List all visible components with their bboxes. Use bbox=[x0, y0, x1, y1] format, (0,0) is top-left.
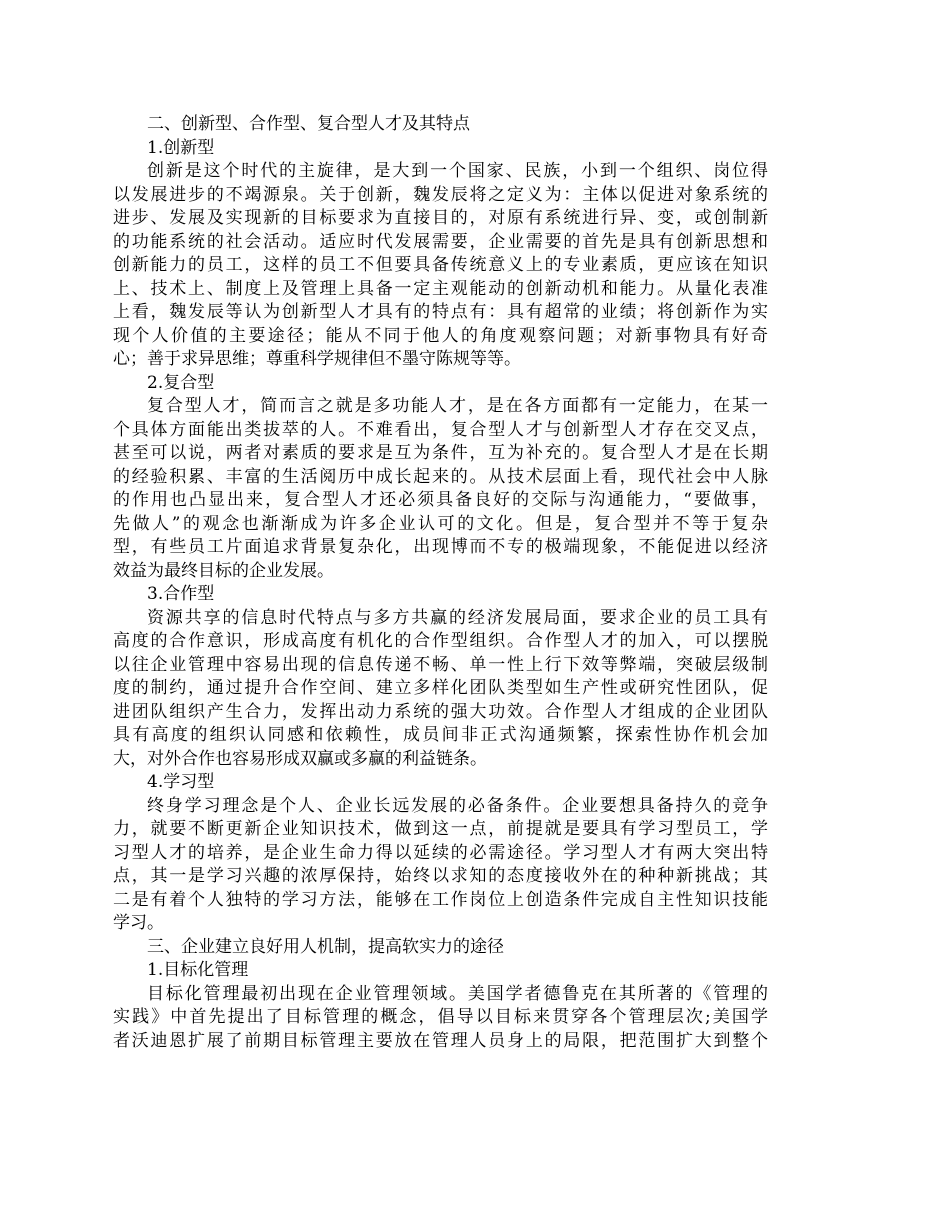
document-body bbox=[113, 113, 768, 1053]
text-line: 度的制约，通过提升合作空间、建立多样化团队类型如生产性或研究性团队，促 bbox=[113, 678, 768, 698]
text-line: 创新是这个时代的主旋律，是大到一个国家、民族，小到一个组织、岗位得 bbox=[147, 161, 768, 181]
text-line: 先做人”的观念也渐渐成为许多企业认可的文化。但是，复合型并不等于复杂 bbox=[113, 513, 768, 534]
text-line: 点，其一是学习兴趣的浓厚保持，始终以求知的态度接收外在的种种新挑战；其 bbox=[113, 866, 768, 886]
text-line: 的作用也凸显出来，复合型人才还必须具备良好的交际与沟通能力，“要做事， bbox=[113, 490, 768, 510]
text-line: 习型人才的培养，是企业生命力得以延续的必需途径。学习型人才有两大突出特 bbox=[113, 842, 768, 863]
text-line: 效益为最终目标的企业发展。 bbox=[113, 560, 334, 581]
text-line: 高度的合作意识，形成高度有机化的合作型组织。合作型人才的加入，可以摆脱 bbox=[113, 631, 768, 651]
section-heading: 三、企业建立良好用人机制，提高软实力的途径 bbox=[147, 936, 504, 957]
text-line: 具有高度的组织认同感和依赖性，成员间非正式沟通频繁，探索性协作机会加 bbox=[113, 725, 768, 745]
text-line: 进步、发展及实现新的目标要求为直接目的，对原有系统进行异、变，或创制新 bbox=[113, 208, 768, 228]
section-heading: 二、创新型、合作型、复合型人才及其特点 bbox=[147, 114, 470, 134]
text-line: 型，有些员工片面追求背景复杂化，出现博而不专的极端现象，不能促进以经济 bbox=[113, 537, 768, 557]
text-line: 个具体方面能出类拔萃的人。不难看出，复合型人才与创新型人才存在交叉点， bbox=[113, 419, 768, 440]
text-line: 进团队组织产生合力，发挥出动力系统的强大功效。合作型人才组成的企业团队 bbox=[113, 701, 768, 722]
text-line: 二是有着个人独特的学习方法，能够在工作岗位上创造条件完成自主性知识技能 bbox=[113, 889, 768, 910]
text-line: 者沃迪恩扩展了前期目标管理主要放在管理人员身上的局限，把范围扩大到整个 bbox=[113, 1030, 768, 1051]
text-line: 心；善于求异思维；尊重科学规律但不墨守陈规等等。 bbox=[113, 349, 521, 369]
text-line: 的经验积累、丰富的生活阅历中成长起来的。从技术层面上看，现代社会中人脉 bbox=[113, 466, 768, 487]
text-line: 以往企业管理中容易出现的信息传递不畅、单一性上行下效等弊端，突破层级制 bbox=[113, 654, 768, 675]
section-heading: 1.创新型 bbox=[147, 137, 215, 158]
text-line: 目标化管理最初出现在企业管理领域。美国学者德鲁克在其所著的《管理的 bbox=[147, 983, 768, 1004]
section-heading: 1.目标化管理 bbox=[147, 960, 249, 980]
text-line: 学习。 bbox=[113, 913, 164, 933]
text-line: 大，对外合作也容易形成双赢或多赢的利益链条。 bbox=[113, 748, 487, 769]
section-heading: 4.学习型 bbox=[147, 772, 215, 792]
text-line: 终身学习理念是个人、企业长远发展的必备条件。企业要想具备持久的竞争 bbox=[147, 795, 768, 816]
text-line: 的功能系统的社会活动。适应时代发展需要，企业需要的首先是具有创新思想和 bbox=[113, 231, 768, 252]
text-line: 以发展进步的不竭源泉。关于创新，魏发辰将之定义为：主体以促进对象系统的 bbox=[113, 184, 768, 205]
section-heading: 3.合作型 bbox=[147, 584, 215, 604]
text-line: 资源共享的信息时代特点与多方共赢的经济发展局面，要求企业的员工具有 bbox=[147, 607, 768, 628]
text-line: 上看，魏发辰等认为创新型人才具有的特点有：具有超常的业绩；将创新作为实 bbox=[113, 302, 768, 322]
section-heading: 2.复合型 bbox=[147, 372, 215, 393]
text-line: 上、技术上、制度上及管理上具备一定主观能动的创新动机和能力。从量化表准 bbox=[113, 278, 768, 299]
text-line: 创新能力的员工，这样的员工不但要具备传统意义上的专业素质，更应该在知识 bbox=[113, 255, 768, 275]
text-line: 实践》中首先提出了目标管理的概念，倡导以目标来贯穿各个管理层次;美国学 bbox=[113, 1007, 768, 1027]
text-line: 复合型人才，简而言之就是多功能人才，是在各方面都有一定能力，在某一 bbox=[147, 396, 768, 416]
text-line: 力，就要不断更新企业知识技术，做到这一点，前提就是要具有学习型员工，学 bbox=[113, 819, 768, 839]
text-line: 甚至可以说，两者对素质的要求是互为条件，互为补充的。复合型人才是在长期 bbox=[113, 443, 768, 463]
text-line: 现个人价值的主要途径；能从不同于他人的角度观察问题；对新事物具有好奇 bbox=[113, 325, 768, 346]
